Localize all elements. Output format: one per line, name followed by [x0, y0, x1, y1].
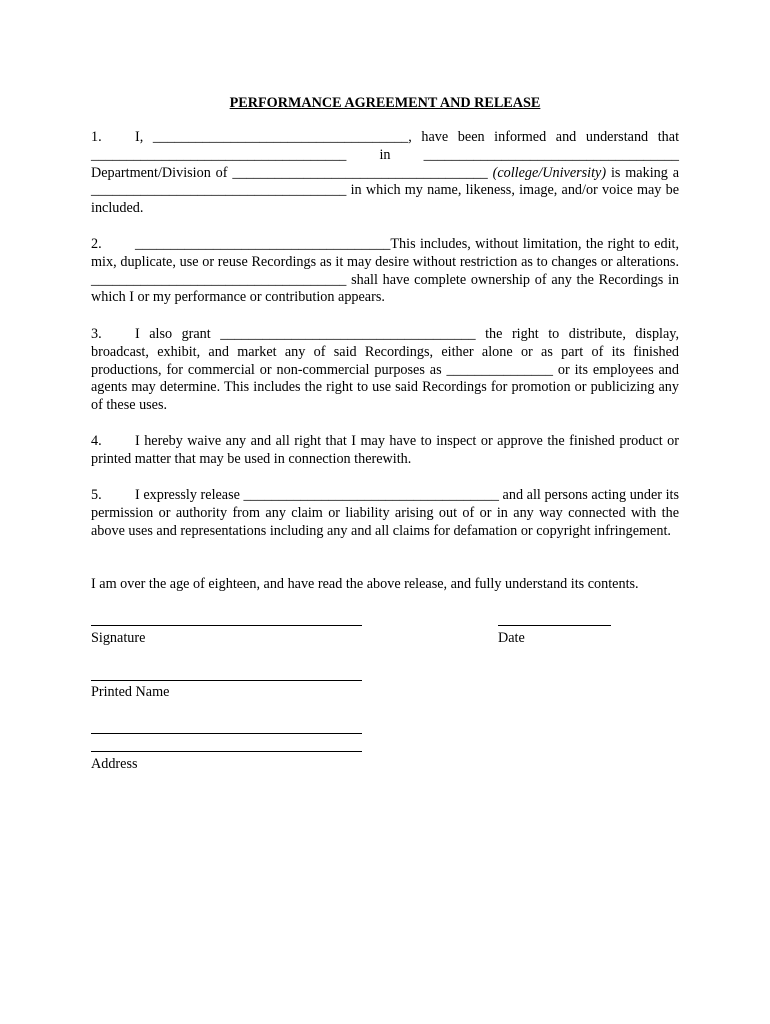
- paragraph-4: 4. I hereby waive any and all right that I may have to inspect or approve the finished product or printed matter that may be used in connection therewith.: [91, 433, 679, 467]
- blank-field[interactable]: ____________________________________: [423, 146, 680, 163]
- address-line-2[interactable]: [91, 751, 362, 752]
- paragraph-number: 3.: [91, 326, 102, 342]
- date-label: Date: [498, 630, 525, 646]
- blank-field[interactable]: ____________________________________: [243, 487, 499, 503]
- printed-name-label: Printed Name: [91, 684, 170, 700]
- paragraph-1: 1. I, ____________________________________, have been informed and understand that ____________________________________ in ____________________________________ Department/Division of ____________________________________ (college/University) is making a ____________________________________ in which my name, likeness, image, and/or voice may be included.: [91, 129, 680, 217]
- address-label: Address: [91, 756, 138, 772]
- signature-line[interactable]: [91, 625, 362, 626]
- age-statement: I am over the age of eighteen, and have read the above release, and fully understand its contents.: [91, 576, 639, 592]
- paragraph-5: 5. I expressly release ____________________________________ and all persons acting under its permission or authority from any claim or liability arising out of or in any way connected with the above uses and representations including any and all claims for defamation or copyright infringement.: [91, 487, 680, 539]
- blank-field[interactable]: ____________________________________: [91, 182, 347, 199]
- signature-label: Signature: [91, 630, 146, 646]
- paragraph-2: 2. ____________________________________This includes, without limitation, the right to edit, mix, duplicate, use or reuse Recordings as it may desire without restriction as to changes or alterations. ____________________________________ shall have complete ownership of any the Recordings in which I or my performance or contribution appears.: [91, 236, 679, 306]
- paragraph-number: 5.: [91, 487, 102, 503]
- paragraph-number: 1.: [91, 129, 102, 145]
- blank-field[interactable]: ____________________________________: [220, 326, 476, 342]
- blank-field[interactable]: ____________________________________: [91, 146, 347, 163]
- blank-field[interactable]: ____________________________________: [91, 271, 347, 288]
- address-line-1[interactable]: [91, 733, 362, 734]
- blank-field[interactable]: ____________________________________: [152, 129, 409, 145]
- paragraph-3: 3. I also grant ____________________________________ the right to distribute, display, broadcast, exhibit, and market any of said Recordings, either alone or as part of its finished productions, for commercial or non-commercial purposes as _______________ or its employees and agents may determine. This includes the right to use said Recordings for promotion or publicizing any of these uses.: [91, 326, 680, 414]
- paragraph-number: 2.: [91, 236, 102, 252]
- blank-field[interactable]: ____________________________________: [232, 164, 488, 181]
- blank-field[interactable]: ____________________________________: [135, 236, 391, 252]
- document-title: PERFORMANCE AGREEMENT AND RELEASE: [229, 95, 541, 111]
- date-line[interactable]: [498, 625, 611, 626]
- blank-field[interactable]: _______________: [446, 361, 553, 378]
- paragraph-number: 4.: [91, 433, 102, 449]
- printed-name-line[interactable]: [91, 680, 362, 681]
